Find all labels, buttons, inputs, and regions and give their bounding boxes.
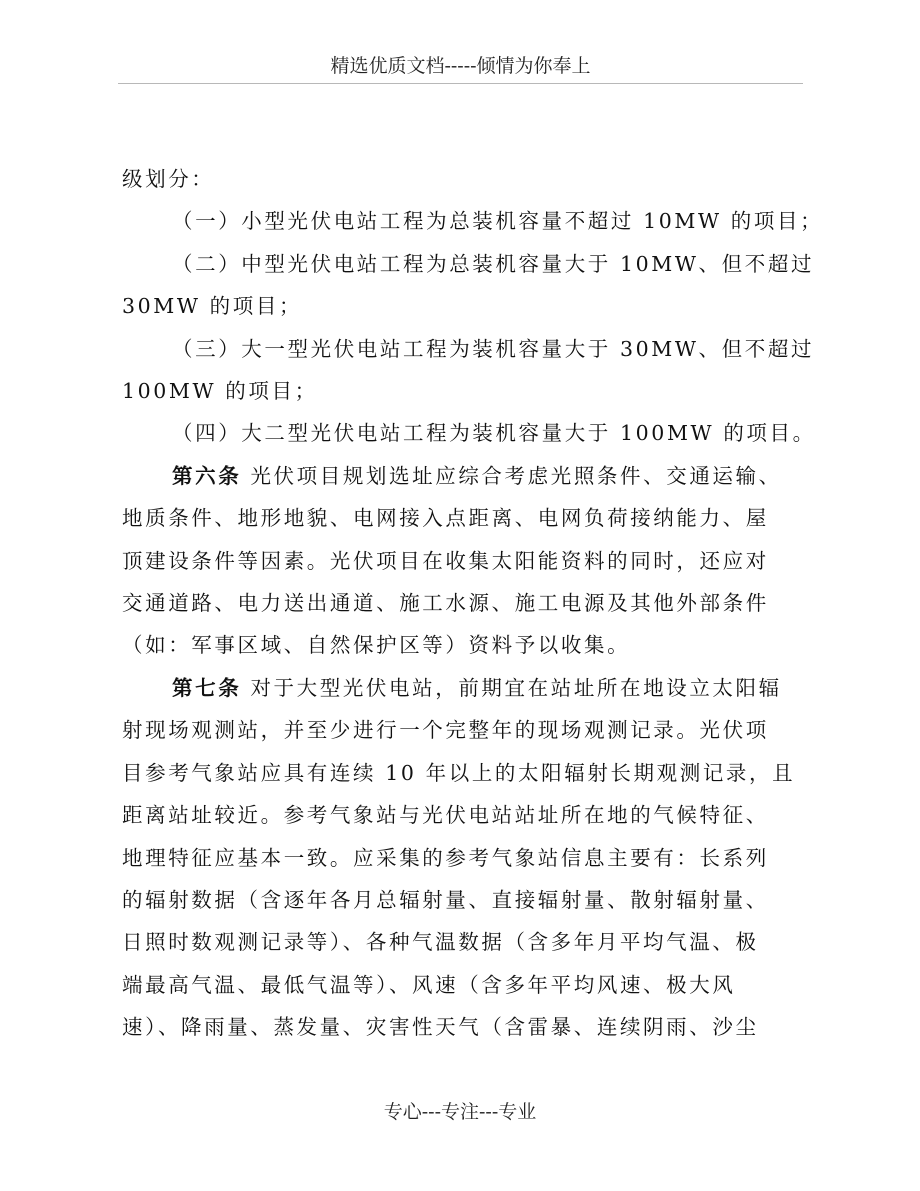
text-line [122, 709, 805, 751]
text-line [122, 412, 816, 454]
text-line [122, 879, 805, 921]
article-number: 第七条 [172, 675, 242, 700]
text-line [122, 497, 805, 539]
text-line [122, 837, 805, 879]
line-text: （一）小型光伏电站工程为总装机容量不超过 10MW 的项目； [172, 209, 824, 234]
line-text: 端最高气温、最低气温等）、风速（含多年平均风速、极大风 [122, 972, 736, 997]
text-line [122, 582, 805, 624]
page-footer: 专心---专注---专业 [383, 1101, 537, 1123]
line-text: 光伏项目规划选址应综合考虑光照条件、交通运输、 [250, 463, 782, 488]
line-text: 30MW 的项目； [122, 294, 303, 319]
line-text: （四）大二型光伏电站工程为装机容量大于 100MW 的项目。 [172, 421, 816, 446]
line-text: 目参考气象站应具有连续 10 年以上的太阳辐射长期观测记录，且 [122, 760, 796, 785]
line-text: 距离站址较近。参考气象站与光伏电站站址所在地的气候特征、 [122, 803, 769, 828]
text-line [122, 540, 805, 582]
text-line [122, 794, 805, 836]
line-text: 日照时数观测记录等）、各种气温数据（含多年月平均气温、极 [122, 930, 759, 955]
text-line [122, 328, 815, 370]
text-line [122, 285, 805, 327]
line-text: 级划分： [122, 167, 215, 191]
line-text: 的辐射数据（含逐年各月总辐射量、直接辐射量、散射辐射量、 [122, 887, 769, 912]
text-line [122, 200, 824, 242]
text-line [122, 1006, 805, 1048]
line-text: 地理特征应基本一致。应采集的参考气象站信息主要有：长系列 [122, 845, 769, 870]
line-text: 100MW 的项目； [122, 379, 318, 404]
text-line [122, 667, 805, 709]
line-text: 速）、降雨量、蒸发量、灾害性天气（含雷暴、连续阴雨、沙尘 [122, 1015, 759, 1040]
article-number: 第六条 [172, 463, 242, 488]
text-line [122, 964, 805, 1006]
text-line [122, 752, 805, 794]
page-header: 精选优质文档-----倾情为你奉上 [118, 50, 803, 84]
line-text: （如：军事区域、自然保护区等）资料予以收集。 [122, 633, 631, 658]
text-line [122, 243, 815, 285]
text-line [122, 370, 805, 412]
line-text: （三）大一型光伏电站工程为装机容量大于 30MW、但不超过 [172, 336, 815, 361]
line-text: （二）中型光伏电站工程为总装机容量大于 10MW、但不超过 [172, 251, 815, 276]
line-text: 顶建设条件等因素。光伏项目在收集太阳能资料的同时，还应对 [122, 548, 769, 573]
text-line [122, 624, 805, 666]
text-line [122, 158, 805, 200]
text-line [122, 455, 805, 497]
line-text: 对于大型光伏电站，前期宜在站址所在地设立太阳辐 [250, 675, 782, 700]
line-text: 地质条件、地形地貌、电网接入点距离、电网负荷接纳能力、屋 [122, 506, 769, 531]
text-line [122, 921, 805, 963]
line-text: 交通道路、电力送出通道、施工水源、施工电源及其他外部条件 [122, 591, 769, 616]
document-body [122, 158, 824, 1049]
line-text: 射现场观测站，并至少进行一个完整年的现场观测记录。光伏项 [122, 718, 769, 743]
